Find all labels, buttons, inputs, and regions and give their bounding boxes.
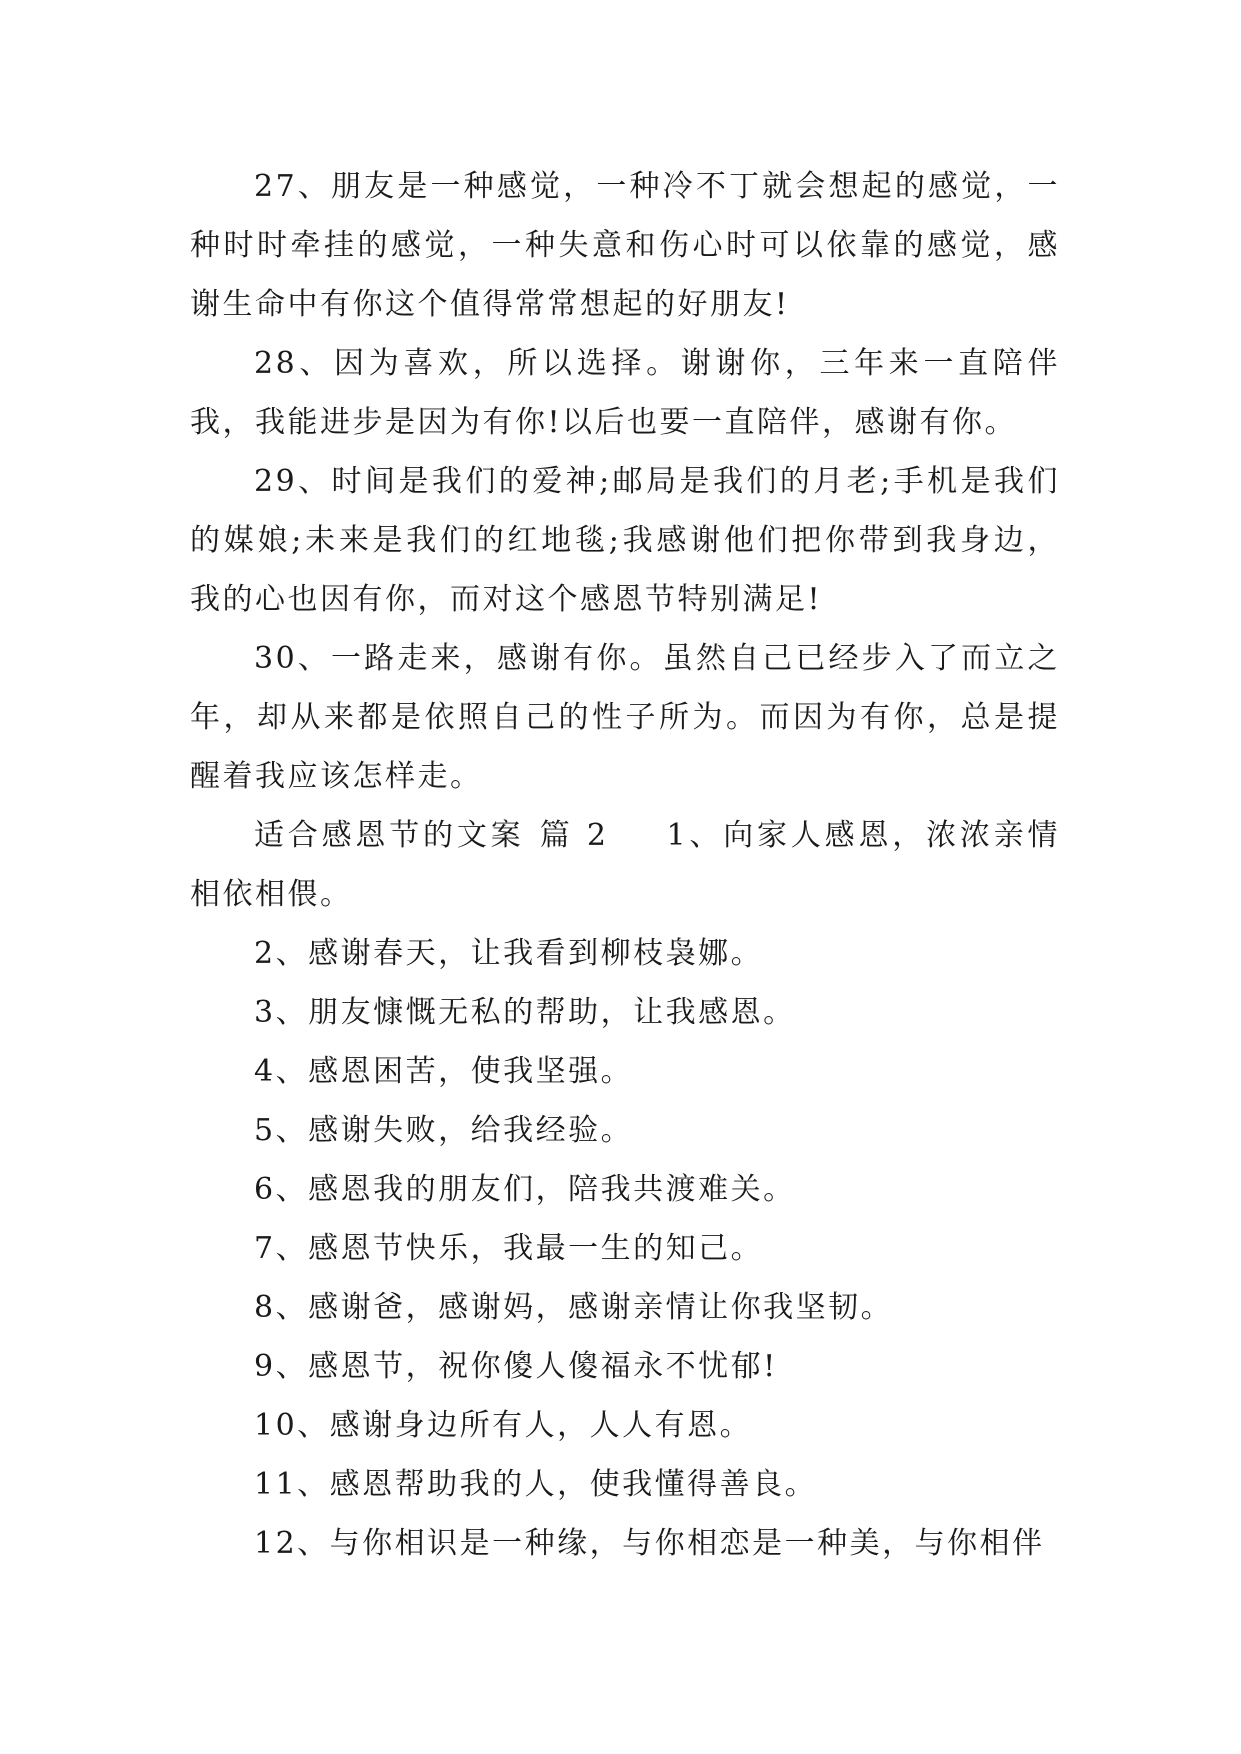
section-title: 适合感恩节的文案 [254,818,525,853]
list-item: 4、感恩困苦，使我坚强。 [254,1054,634,1089]
list-item: 7、感恩节快乐，我最一生的知己。 [254,1231,764,1266]
document-body [190,157,1060,1573]
section-number: 篇 2 [538,818,609,853]
paragraph-28: 28、因为喜欢，所以选择。谢谢你，三年来一直陪伴我，我能进步是因为有你!以后也要一直陪伴，感谢有你。 [190,346,1060,440]
paragraph-29: 29、时间是我们的爱神;邮局是我们的月老;手机是我们的媒娘;未来是我们的红地毯;我感谢他们把你带到我身边，我的心也因有你，而对这个感恩节特别满足! [190,464,1060,617]
paragraph-30: 30、一路走来，感谢有你。虽然自己已经步入了而立之年，却从来都是依照自己的性子所为。而因为有你，总是提醒着我应该怎样走。 [190,641,1060,794]
list-item: 5、感谢失败，给我经验。 [254,1113,634,1148]
list-item: 12、与你相识是一种缘，与你相恋是一种美，与你相伴 [254,1526,1045,1561]
list-item: 3、朋友慷慨无私的帮助，让我感恩。 [254,995,796,1030]
list-item: 8、感谢爸，感谢妈，感谢亲情让你我坚韧。 [254,1290,894,1325]
paragraph-27: 27、朋友是一种感觉，一种冷不丁就会想起的感觉，一种时时牵挂的感觉，一种失意和伤心时可以依靠的感觉，感谢生命中有你这个值得常常想起的好朋友! [190,169,1060,322]
section-first-item: 1、向家人感恩，浓浓亲情相依相偎。 [190,818,1061,912]
list-item: 9、感恩节，祝你傻人傻福永不忧郁! [254,1349,778,1384]
list-item: 6、感恩我的朋友们，陪我共渡难关。 [254,1172,796,1207]
list-item: 2、感谢春天，让我看到柳枝袅娜。 [254,936,764,971]
list-item: 10、感谢身边所有人，人人有恩。 [254,1408,753,1443]
list-item: 11、感恩帮助我的人，使我懂得善良。 [254,1467,818,1502]
section-heading-paragraph [190,806,1060,924]
